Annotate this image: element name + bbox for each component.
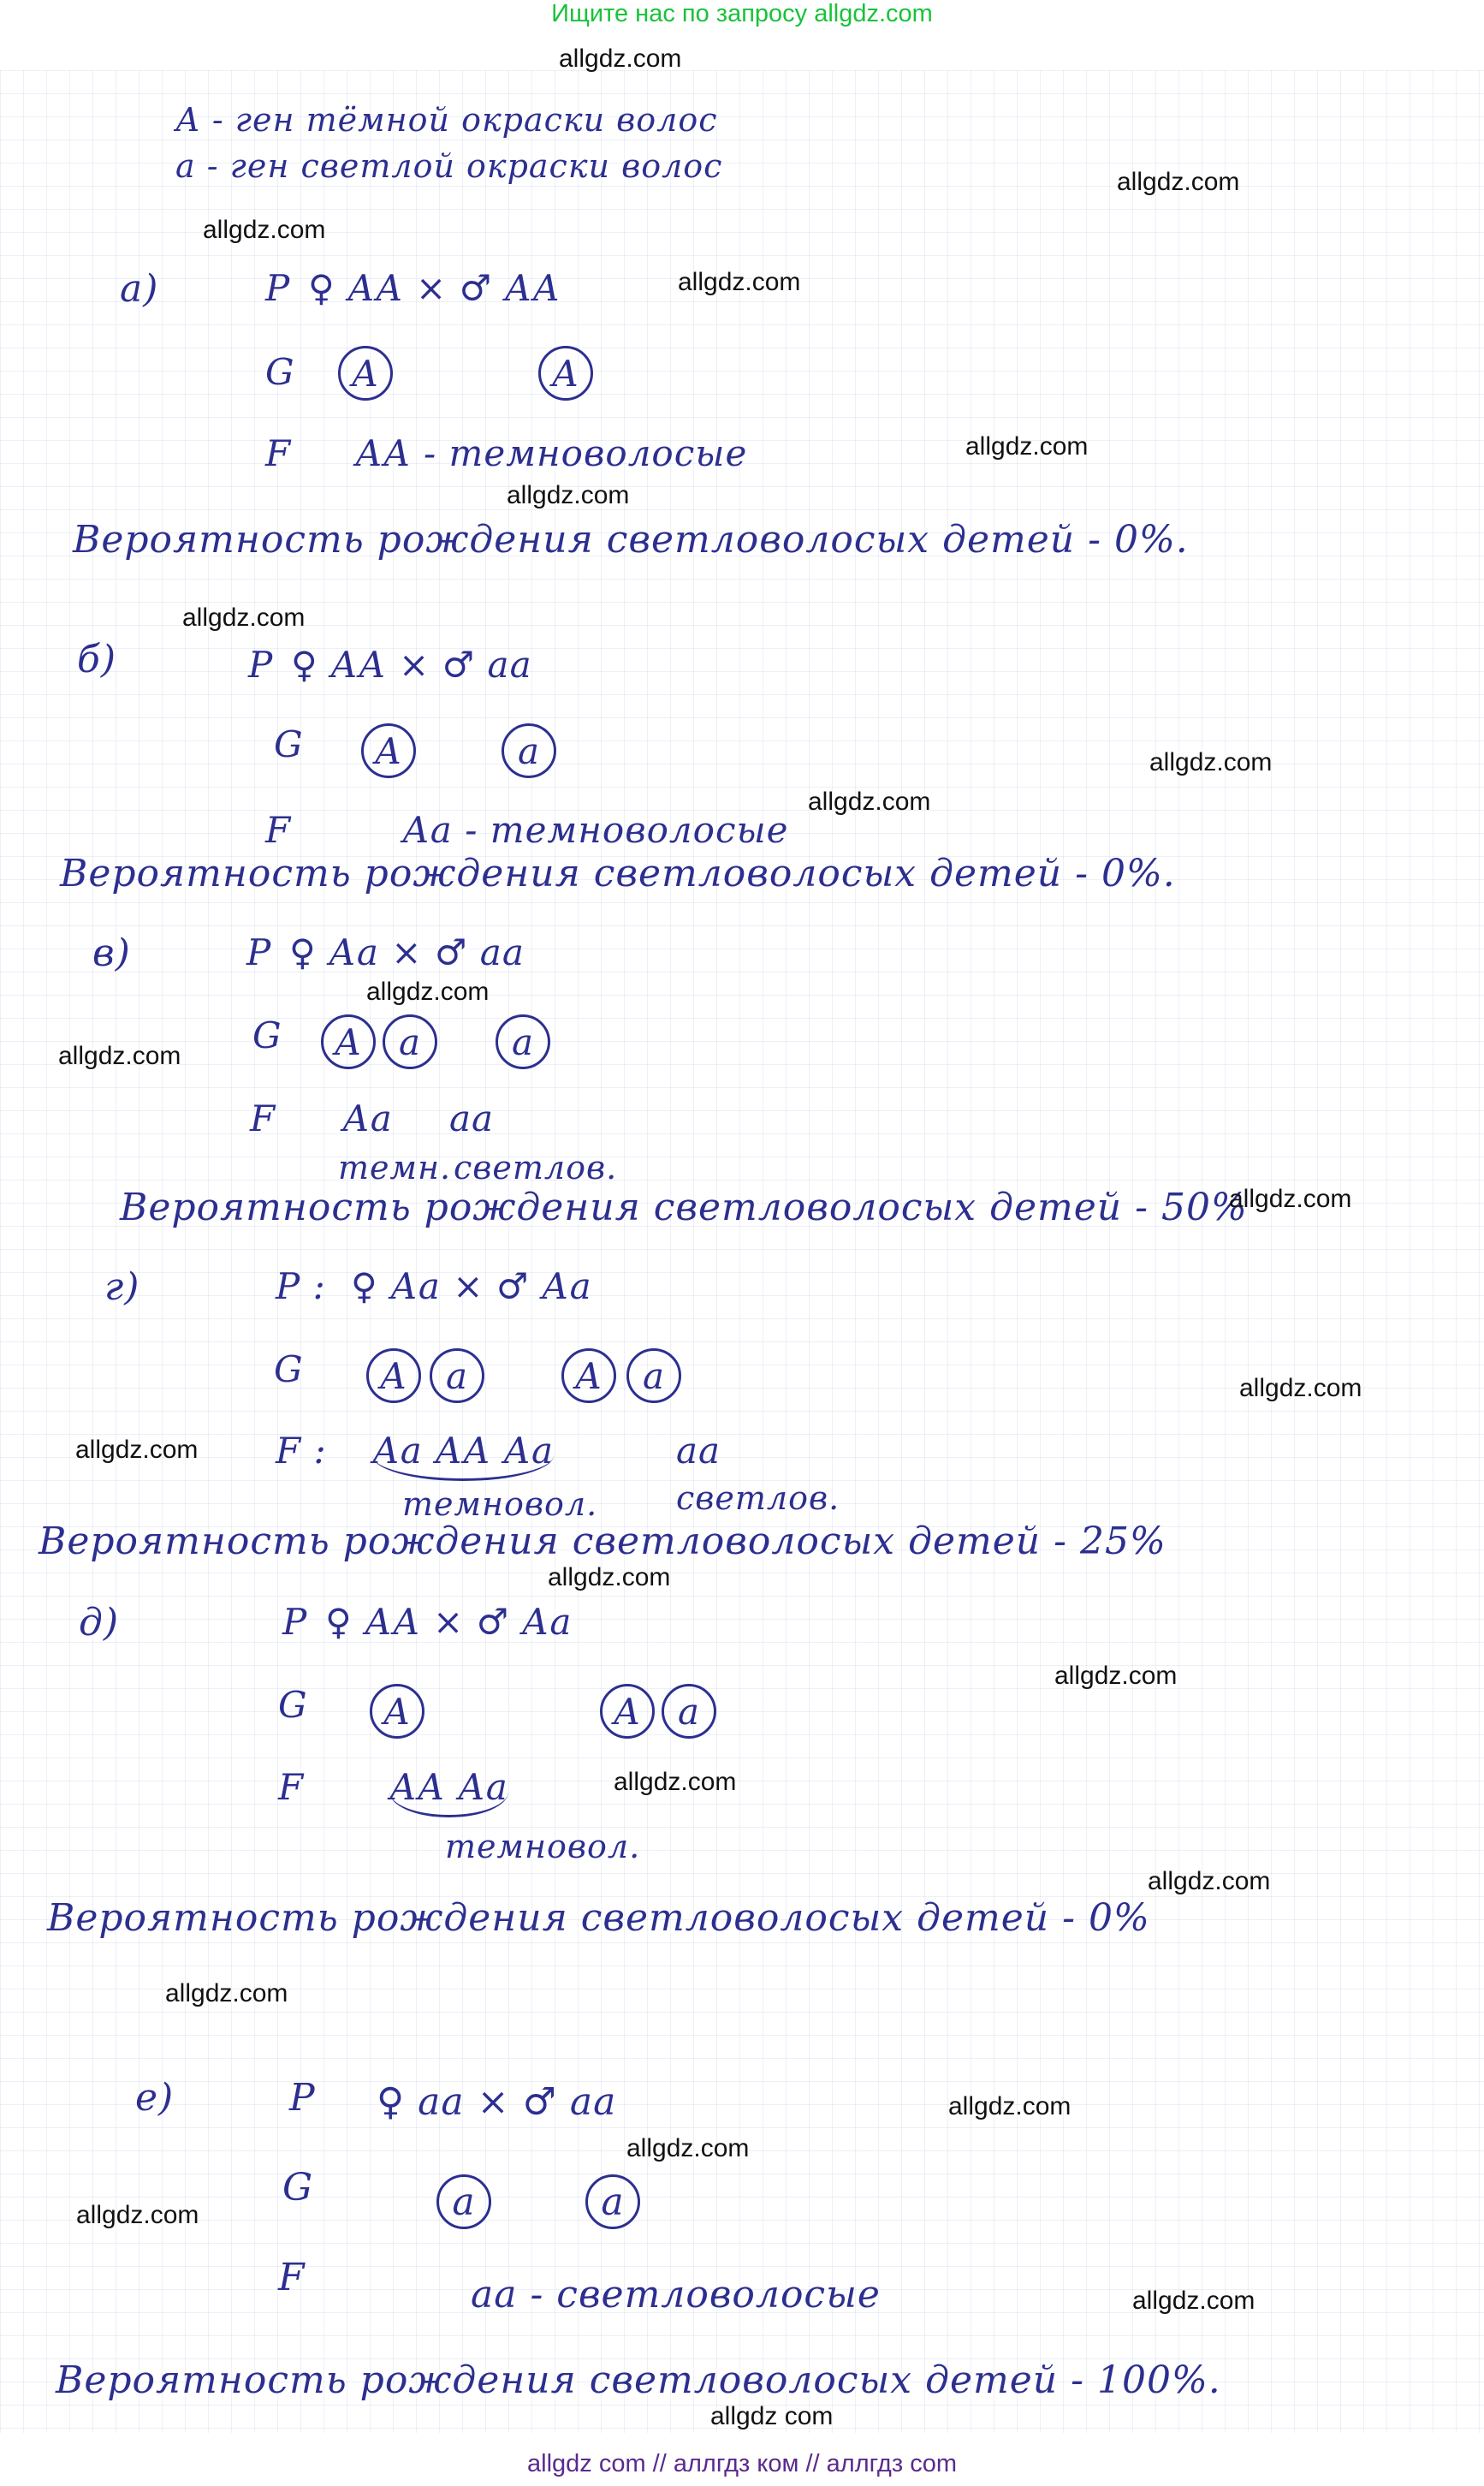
case-v-offspring-2: аа [449,1097,495,1139]
case-e-gametes [436,2174,662,2229]
case-v-probability: Вероятность рождения светловолосых детей - 50% [120,1186,1248,1229]
gamete-circle: A [538,346,593,401]
gamete-circle: a [436,2174,491,2229]
gamete-circle: a [502,723,556,778]
search-banner[interactable]: Ищите нас по запросу allgdz.com [551,0,933,27]
case-g-gametes [366,1348,703,1403]
case-e-g-label: G [282,2166,314,2209]
watermark: allgdz.com [1054,1662,1178,1690]
case-e-letter: е) [135,2076,175,2120]
watermark: allgdz.com [1132,2287,1255,2315]
watermark: allgdz.com [366,978,490,1006]
case-g-probability: Вероятность рождения светловолосых детей - 25% [39,1520,1166,1563]
watermark: allgdz.com [678,268,801,296]
watermark: allgdz.com [203,216,326,244]
case-b-cross: ♀ АА × ♂ аа [291,644,532,686]
case-a-f-label: F [265,432,292,474]
notebook-page [0,70,1484,2433]
legend-recessive: а - ген светлой окраски волос [175,147,723,185]
case-v-g-label: G [252,1014,282,1056]
watermark: allgdz.com [76,2201,199,2229]
case-e-f-label: F [278,2256,306,2299]
case-v-f-label: F [250,1097,276,1139]
case-a-p-label: P [265,267,291,309]
gamete-circle: a [430,1348,484,1403]
case-d-f-label: F [278,1766,305,1808]
case-g-cross: ♀ Аа × ♂ Аа [351,1265,592,1307]
footer-links[interactable]: allgdz com // аллгдз ком // аллгдз com [527,2450,957,2477]
gamete-circle: a [626,1348,681,1403]
gamete-circle: A [370,1684,424,1739]
gamete-circle: a [383,1014,437,1069]
case-b-offspring: Аа - темноволосые [402,809,789,851]
case-g-g-label: G [274,1348,304,1390]
watermark: allgdz.com [626,2134,750,2162]
gamete-circle: a [662,1684,716,1739]
case-d-gametes [370,1684,739,1739]
gamete-circle: A [366,1348,421,1403]
case-a-letter: а) [120,267,159,311]
case-a-gametes [338,346,615,401]
case-d-p-label: P [282,1601,308,1643]
gamete-circle: a [585,2174,640,2229]
case-d-pheno: темновол. [445,1828,641,1865]
case-e-offspring: аа - светловолосые [471,2273,881,2316]
case-e-cross: ♀ аа × ♂ аа [377,2080,617,2124]
case-d-probability: Вероятность рождения светловолосых детей - 0% [47,1896,1150,1940]
watermark: allgdz.com [548,1563,671,1591]
watermark: allgdz.com [165,1979,288,2007]
case-g-f-label: F : [276,1430,327,1472]
case-g-letter: г) [104,1265,140,1309]
case-g-pheno-light: светлов. [676,1479,840,1517]
case-b-f-label: F [265,809,292,851]
case-a-cross: ♀ АА × ♂ АА [308,267,561,309]
case-v-pheno-2: светлов. [454,1149,618,1186]
case-b-probability: Вероятность рождения светловолосых детей - 0%. [60,852,1176,895]
watermark: allgdz.com [808,788,931,816]
case-a-offspring: АА - темноволосые [355,432,748,474]
gamete-circle: A [561,1348,616,1403]
watermark: allgdz.com [948,2092,1071,2120]
gamete-circle: A [338,346,393,401]
watermark: allgdz.com [1148,1867,1271,1895]
case-b-p-label: P [248,644,274,686]
watermark: allgdz.com [614,1768,737,1796]
case-g-pheno-dark: темновол. [402,1485,598,1523]
case-e-probability: Вероятность рождения светловолосых детей - 100%. [56,2358,1221,2402]
watermark: allgdz.com [1149,748,1273,776]
case-b-g-label: G [274,723,304,765]
gamete-circle: a [496,1014,550,1069]
watermark: allgdz.com [965,432,1089,461]
legend-dominant: А - ген тёмной окраски волос [175,101,718,139]
gamete-circle: A [321,1014,376,1069]
case-g-offspring-light: аа [676,1430,721,1472]
case-a-probability: Вероятность рождения светловолосых детей - 0%. [73,518,1189,562]
watermark: allgdz.com [507,481,630,509]
watermark: allgdz.com [58,1042,181,1070]
case-v-gametes [321,1014,573,1069]
watermark: allgdz.com [1117,168,1240,196]
case-e-p-label: P [289,2076,316,2120]
case-d-letter: д) [79,1601,120,1644]
case-b-gametes [361,723,579,778]
case-g-offspring-dark: Аа АА Аа [372,1430,554,1481]
case-b-letter: б) [77,638,117,681]
case-v-offspring-1: Аа [342,1097,393,1139]
watermark: allgdz.com [559,45,682,73]
case-v-p-label: P [246,931,272,973]
watermark: allgdz.com [1239,1374,1362,1402]
gamete-circle: A [600,1684,655,1739]
case-v-cross: ♀ Аа × ♂ аа [289,931,525,973]
watermark: allgdz.com [1229,1185,1352,1213]
gamete-circle: A [361,723,416,778]
case-g-p-label: P : [276,1265,326,1307]
case-v-letter: в) [92,931,131,975]
watermark: allgdz.com [75,1436,199,1464]
case-d-g-label: G [278,1684,308,1726]
case-d-offspring: АА Аа [389,1766,508,1817]
watermark: allgdz com [710,2402,834,2430]
watermark: allgdz.com [182,604,306,632]
case-d-cross: ♀ АА × ♂ Аа [325,1601,573,1643]
case-v-pheno-1: темн. [338,1149,452,1186]
case-a-g-label: G [265,351,295,393]
